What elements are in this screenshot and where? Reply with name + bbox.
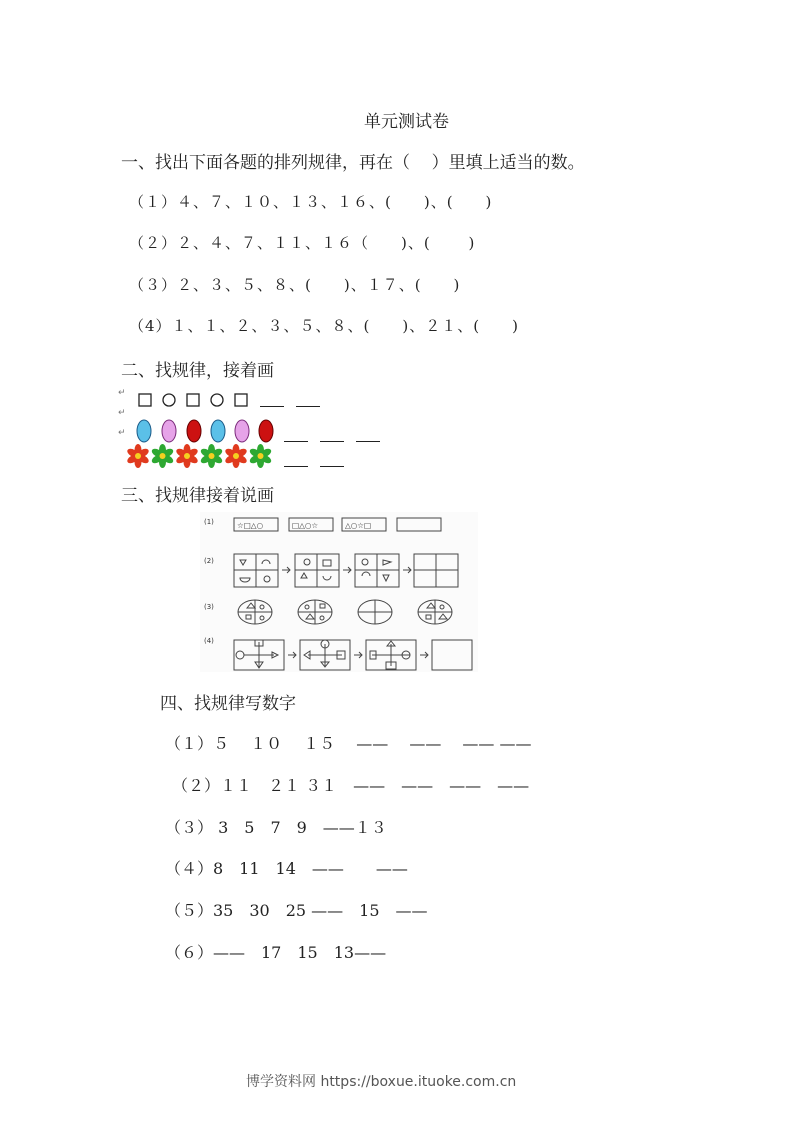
section-4-item-2: （２）１１ ２１ ３１ —— —— —— —— [172,776,530,795]
pattern-cell-content: △○☆□ [345,521,372,530]
paragraph-mark-icon: ↵ [118,428,126,438]
blue-oval [137,420,151,442]
square-shape [139,394,151,406]
red-oval [259,420,273,442]
answer-blank [260,406,284,407]
square-shape [235,394,247,406]
pattern-cell-content: □△○☆ [292,521,319,530]
footer-watermark: 博学资料网 https://boxue.ituoke.com.cn [246,1074,517,1090]
square-shape [187,394,199,406]
row-label: (4) [204,637,214,645]
section-4-item-6: （６）—— 17 15 13—— [165,943,387,962]
red-flower [224,444,248,468]
section-3-heading: 三、找规律接着说画 [121,486,274,506]
shape-sequence-row [136,392,256,410]
green-flower [199,444,223,468]
answer-blank [320,441,344,442]
red-flower [175,444,199,468]
section-1-item-4: （4）１、１、２、３、５、８、( )、２１、( ) [129,317,519,335]
section-1-heading: 一、找出下面各题的排列规律，再在（ ）里填上适当的数。 [121,153,585,173]
row-label: (3) [204,603,214,611]
paragraph-mark-icon: ↵ [118,388,126,398]
green-flower [150,444,174,468]
pattern-cell-content: ☆□△○ [237,521,264,530]
red-oval [187,420,201,442]
paragraph-mark-icon: ↵ [118,408,126,418]
row-label: (1) [204,518,214,526]
section-1-item-2: （２）２、４、７、１１、１６（ )、( ) [129,234,476,252]
answer-blank [296,406,320,407]
answer-blank [284,441,308,442]
green-flower [248,444,272,468]
red-flower [126,444,150,468]
section-1-item-1: （１）４、７、１０、１３、１６、( )、( ) [129,193,493,211]
section-1-item-3: （３）２、３、５、８、( )、１７、( ) [129,276,461,294]
circle-shape [163,394,175,406]
section-4-item-1: （１）５ １０ １５ —— —— —— —— [165,734,532,753]
section-2-heading: 二、找规律，接着画 [121,361,274,381]
page-title: 单元测试卷 [364,112,449,132]
oval-sequence-row [134,418,284,446]
section-4-heading: 四、找规律写数字 [160,694,296,714]
blue-oval [211,420,225,442]
section-4-item-5: （５）35 30 25 —— 15 —— [165,901,428,920]
section-4-item-4: （４）8 11 14 —— —— [165,859,408,878]
answer-blank [356,441,380,442]
pattern-figure-drawing [200,512,478,672]
answer-blank [284,466,308,467]
row-label: (2) [204,557,214,565]
circle-shape [211,394,223,406]
pink-oval [162,420,176,442]
section-4-item-3: （３） 3 5 7 9 ——１３ [165,818,387,837]
flower-sequence-row [125,444,275,470]
answer-blank [320,466,344,467]
pattern-figure [200,512,478,672]
pink-oval [235,420,249,442]
